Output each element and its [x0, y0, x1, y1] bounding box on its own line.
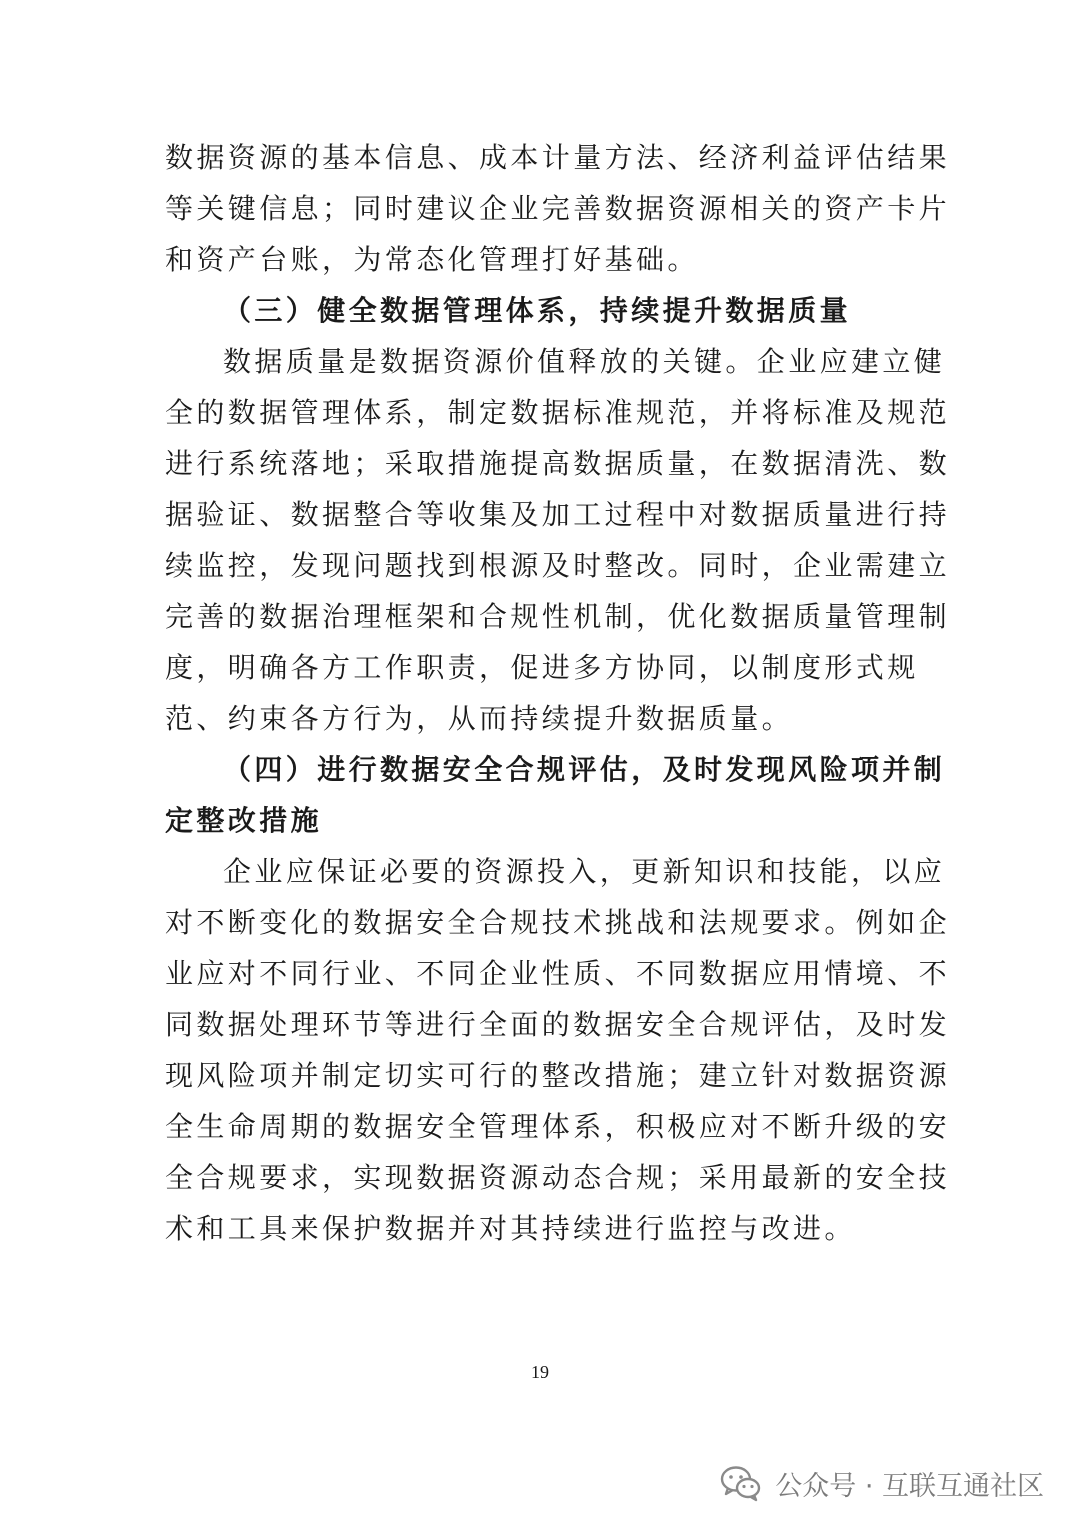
text-line: 完善的数据治理框架和合规性机制，优化数据质量管理制 — [165, 600, 951, 633]
section-heading-4-cont: 定整改措施 — [165, 804, 323, 837]
text-line: 续监控，发现问题找到根源及时整改。同时，企业需建立 — [165, 549, 951, 582]
text-line: 全的数据管理体系，制定数据标准规范，并将标准及规范 — [165, 396, 951, 429]
watermark — [719, 1458, 1044, 1508]
text-line: 对不断变化的数据安全合规技术挑战和法规要求。例如企 — [165, 906, 951, 939]
page-number: 19 — [531, 1362, 549, 1382]
body-text — [165, 132, 951, 1254]
text-line: 术和工具来保护数据并对其持续进行监控与改进。 — [165, 1212, 856, 1245]
text-line: 全合规要求，实现数据资源动态合规；采用最新的安全技 — [165, 1161, 951, 1194]
text-line: 同数据处理环节等进行全面的数据安全合规评估，及时发 — [165, 1008, 951, 1041]
text-line: 和资产台账，为常态化管理打好基础。 — [165, 243, 699, 276]
watermark-text: 公众号 · 互联互通社区 — [775, 1470, 1044, 1502]
text-line: 据验证、数据整合等收集及加工过程中对数据质量进行持 — [165, 498, 951, 531]
text-line: 全生命周期的数据安全管理体系，积极应对不断升级的安 — [165, 1110, 951, 1143]
text-line: 度，明确各方工作职责，促进多方协同，以制度形式规 — [165, 651, 919, 684]
section-heading-4: （四）进行数据安全合规评估，及时发现风险项并制 — [223, 753, 946, 786]
text-line: 业应对不同行业、不同企业性质、不同数据应用情境、不 — [165, 957, 951, 990]
text-line: 范、约束各方行为，从而持续提升数据质量。 — [165, 702, 794, 735]
text-line: 数据质量是数据资源价值释放的关键。企业应建立健 — [223, 345, 946, 378]
text-line: 等关键信息；同时建议企业完善数据资源相关的资产卡片 — [165, 192, 951, 225]
text-line: 数据资源的基本信息、成本计量方法、经济利益评估结果 — [165, 141, 951, 174]
text-line: 进行系统落地；采取措施提高数据质量，在数据清洗、数 — [165, 447, 951, 480]
text-line: 企业应保证必要的资源投入，更新知识和技能，以应 — [223, 855, 946, 888]
section-heading-3: （三）健全数据管理体系，持续提升数据质量 — [223, 294, 852, 327]
wechat-icon — [719, 1463, 763, 1503]
text-line: 现风险项并制定切实可行的整改措施；建立针对数据资源 — [165, 1059, 951, 1092]
